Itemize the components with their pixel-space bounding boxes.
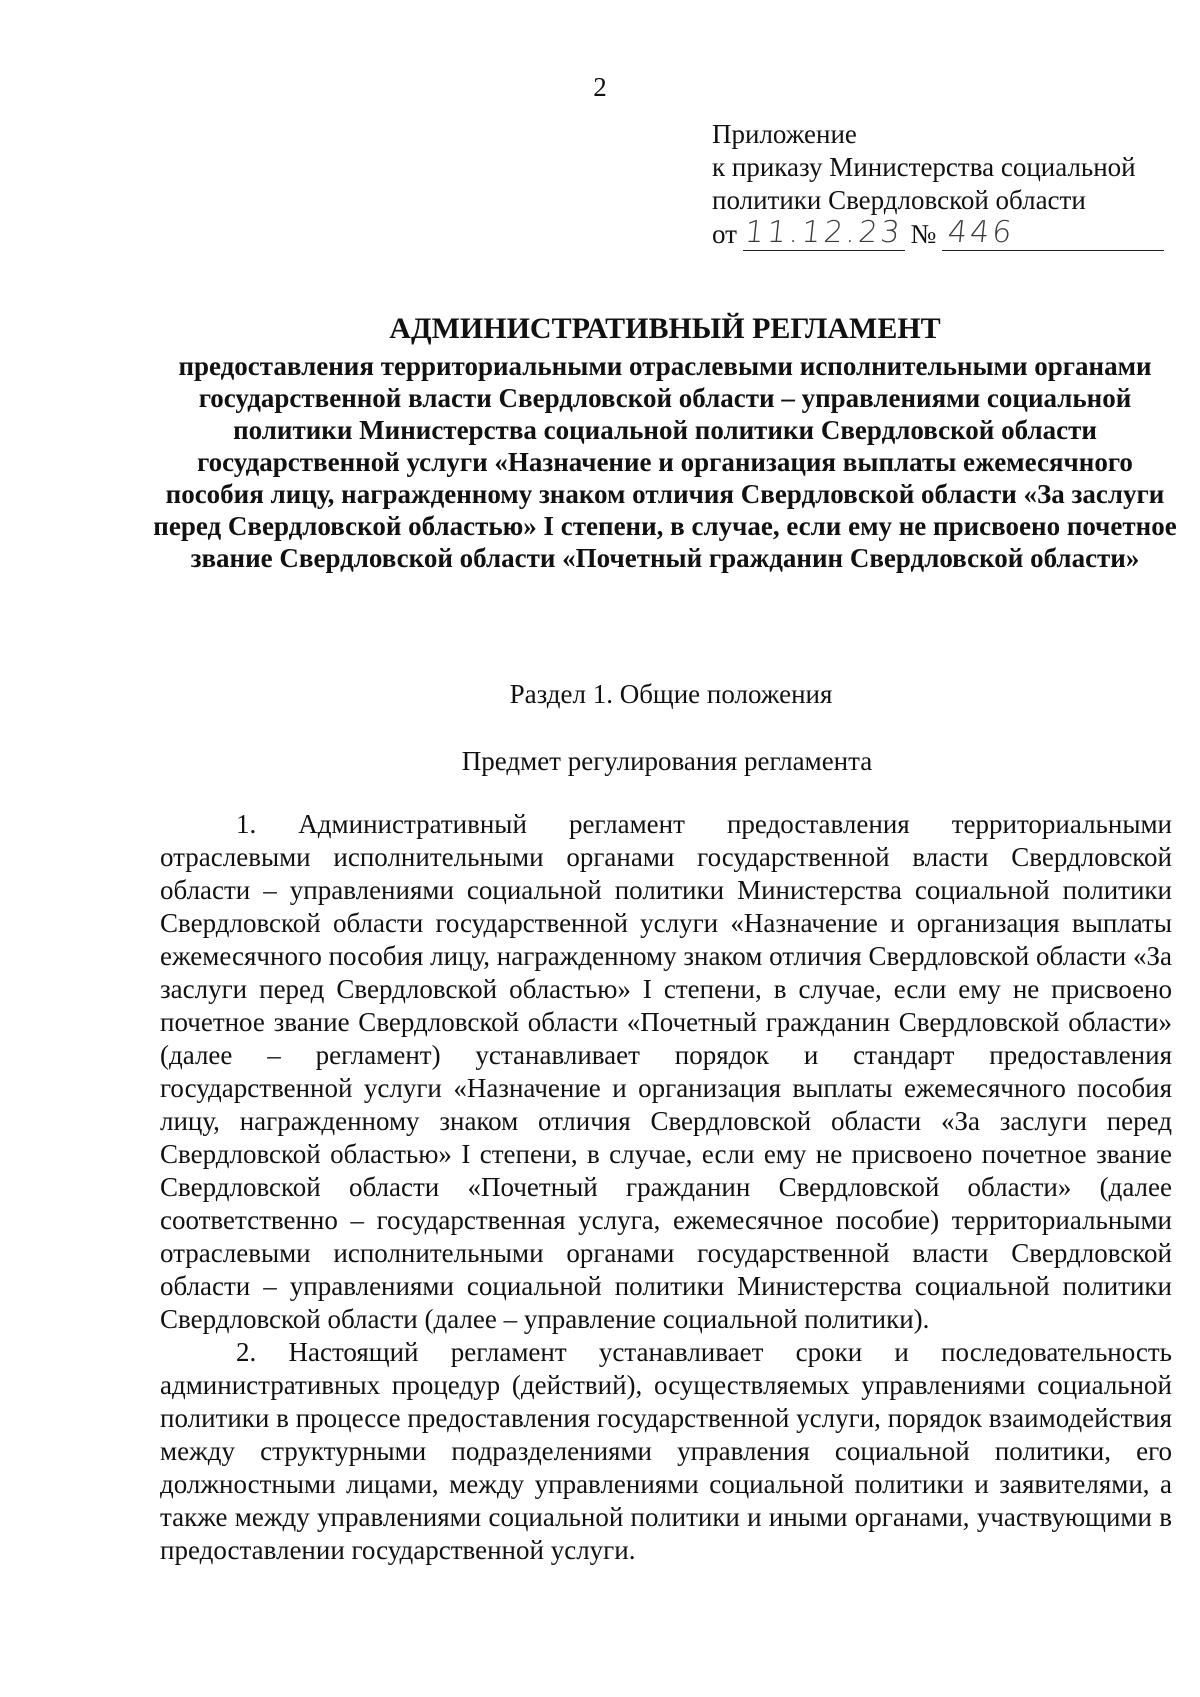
- date-prefix: от: [712, 219, 737, 249]
- paragraph-1: 1. Административный регламент предоставления территориальными отраслевыми исполнительными органами государственной власти Свердловской области – управлениями социальной политики Министерства социальной политики Свердловской области государственной услуги «Назначение и организация выплаты ежемесячного пособия лицу, награжденному знаком отличия Свердловской области «За заслуги перед Свердловской областью» I степени, в случае, если ему не присвоено почетное звание Свердловской области «Почетный гражданин Свердловской области» (далее – регламент) устанавливает порядок и стандарт предоставления государственной услуги «Назначение и организация выплаты ежемесячного пособия лицу, награжденному знаком отличия Свердловской области «За заслуги перед Свердловской областью» I степени, в случае, если ему не присвоено почетное звание Свердловской области «Почетный гражданин Свердловской области» (далее соответственно – государственная услуга, ежемесячное пособие) территориальными отраслевыми исполнительными органами государственной власти Свердловской области – управлениями социальной политики Министерства социальной политики Свердловской области (далее – управление социальной политики).: [160, 809, 1172, 1334]
- subject-title: Предмет регулирования регламента: [461, 746, 873, 776]
- appendix-block: [712, 118, 1182, 251]
- appendix-line-2: к приказу Министерства социальной: [712, 152, 1136, 182]
- document-subtitle: предоставления территориальными отраслевыми исполнительными органами государственной власти Свердловской области – управлениями социальной политики Министерства социальной политики Свердловской области государственной услуги «Назначение и организация выплаты ежемесячного пособия лицу, награжденному знаком отличия Свердловской области «За заслуги перед Свердловской областью» I степени, в случае, если ему не присвоено почетное звание Свердловской области «Почетный гражданин Свердловской области»: [153, 351, 1177, 573]
- handwritten-date: 11.12.23: [743, 215, 905, 250]
- document-title: АДМИНИСТРАТИВНЫЙ РЕГЛАМЕНТ: [389, 312, 941, 345]
- section-title: Раздел 1. Общие положения: [509, 679, 833, 709]
- number-prefix: №: [910, 219, 937, 249]
- document-title-block: [150, 312, 1180, 574]
- appendix-line-1: Приложение: [712, 119, 857, 149]
- appendix-line-3: политики Свердловской области: [712, 185, 1086, 215]
- order-date-field: [743, 217, 905, 251]
- order-date-number-line: [712, 217, 1182, 251]
- order-number-field: [942, 217, 1164, 251]
- body-text: [160, 808, 1172, 1567]
- page-number: 2: [593, 72, 607, 102]
- handwritten-number: 446: [946, 215, 1017, 250]
- paragraph-2: 2. Настоящий регламент устанавливает сроки и последовательность административных процедур (действий), осуществляемых управлениями социальной политики в процессе предоставления государственной услуги, порядок взаимодействия между структурными подразделениями управления социальной политики, его должностными лицами, между управлениями социальной политики и заявителями, а также между управлениями социальной политики и иными органами, участвующими в предоставлении государственной услуги.: [160, 1337, 1172, 1565]
